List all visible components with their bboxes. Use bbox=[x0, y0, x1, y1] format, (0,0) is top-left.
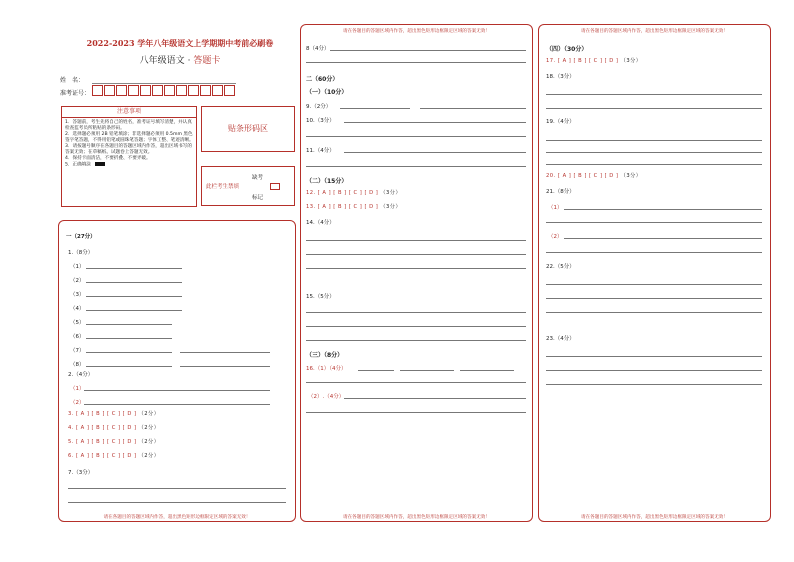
answer-line[interactable] bbox=[546, 252, 762, 253]
q1-sub-label: （8） bbox=[70, 362, 85, 368]
question-19: 19.（4分） bbox=[546, 119, 575, 125]
id-digit-box[interactable] bbox=[128, 85, 139, 96]
notes-box bbox=[61, 106, 197, 207]
answer-panel-2 bbox=[300, 24, 533, 522]
answer-line[interactable] bbox=[546, 284, 762, 285]
id-digit-box[interactable] bbox=[140, 85, 151, 96]
answer-line[interactable] bbox=[86, 282, 182, 283]
answer-line[interactable] bbox=[546, 164, 762, 165]
mc-question[interactable] bbox=[68, 424, 159, 431]
mc-points: （2分） bbox=[138, 439, 160, 445]
note-item bbox=[65, 162, 194, 169]
question-23: 23.（4分） bbox=[546, 336, 575, 342]
mc-question[interactable] bbox=[306, 189, 401, 196]
warning-text: 请在各题目的答题区域内作答，超出黑色矩形边框限定区域的答案无效！ bbox=[342, 515, 490, 520]
id-digit-box[interactable] bbox=[176, 85, 187, 96]
note-item: 2．选择题必须用 2B 铅笔填涂；非选择题必须用 0.5mm 黑色签字笔答题，不得用铅笔或圆珠笔答题；字体工整、笔迹清晰。 bbox=[65, 132, 194, 143]
absent-checkbox[interactable] bbox=[270, 183, 280, 190]
mc-number: 6. bbox=[68, 453, 74, 459]
id-label: 准考证号： bbox=[60, 90, 91, 97]
barcode-area: 贴条形码区 bbox=[201, 106, 295, 152]
warning-text: 请在各题目的答题区域内作答，超出黑色矩形边框限定区域的答案无效！ bbox=[103, 515, 251, 520]
subsection-1-heading: （一）（10分） bbox=[306, 89, 348, 96]
mc-number: 4. bbox=[68, 425, 74, 431]
note-item: 3．请按题号顺序在各题目的答题区域内作答，超出区域书写的答案无效；在草稿纸、试题卷上答题无效。 bbox=[65, 144, 192, 155]
mc-question[interactable] bbox=[68, 438, 159, 445]
id-digit-box[interactable] bbox=[152, 85, 163, 96]
question-14: 14.（4分） bbox=[306, 220, 335, 226]
mc-options[interactable]: [ A ] [ B ] [ C ] [ D ] bbox=[75, 411, 137, 417]
q1-sub-label: （1） bbox=[70, 264, 85, 270]
answer-line[interactable] bbox=[306, 240, 526, 241]
id-digit-box[interactable] bbox=[116, 85, 127, 96]
subsection-3-heading: （三）（8分） bbox=[306, 352, 344, 359]
name-field[interactable] bbox=[92, 75, 236, 84]
mc-number: 5. bbox=[68, 439, 74, 445]
question-8: 8（4分） bbox=[306, 46, 330, 52]
q1-sub-label: （4） bbox=[70, 306, 85, 312]
section-1-heading: 一（27分） bbox=[66, 234, 96, 240]
answer-line[interactable] bbox=[564, 209, 762, 210]
answer-line[interactable] bbox=[330, 50, 526, 51]
mc-points: （3分） bbox=[380, 190, 402, 196]
answer-line[interactable] bbox=[86, 310, 182, 311]
answer-panel-3 bbox=[538, 24, 771, 522]
answer-line[interactable] bbox=[546, 384, 762, 385]
answer-line[interactable] bbox=[344, 152, 526, 153]
mc-question[interactable] bbox=[306, 203, 401, 210]
mc-number: 12. bbox=[306, 190, 316, 196]
answer-line[interactable] bbox=[180, 366, 270, 367]
answer-line[interactable] bbox=[546, 140, 762, 141]
answer-line[interactable] bbox=[564, 238, 762, 239]
mc-options[interactable]: [ A ] [ B ] [ C ] [ D ] bbox=[75, 453, 137, 459]
note-item: 1．答题前，考生先将自己的姓名，准考证号填写清楚，并认真检查监考员所粘贴的条形码。 bbox=[65, 120, 192, 131]
q2-sub-2: （2） bbox=[70, 400, 85, 406]
answer-line[interactable] bbox=[86, 366, 172, 367]
q21-sub-1: （1） bbox=[548, 205, 563, 211]
answer-line[interactable] bbox=[306, 412, 526, 413]
mc-question-20[interactable] bbox=[546, 172, 642, 179]
answer-line[interactable] bbox=[86, 268, 182, 269]
question-9: 9.（2分） bbox=[306, 104, 332, 110]
answer-line[interactable] bbox=[306, 62, 526, 63]
answer-line[interactable] bbox=[400, 370, 454, 371]
id-digit-box[interactable] bbox=[200, 85, 211, 96]
card-subtitle bbox=[62, 53, 298, 66]
name-label: 姓 名： bbox=[60, 77, 85, 84]
answer-line[interactable] bbox=[68, 488, 286, 489]
answer-line[interactable] bbox=[84, 404, 180, 405]
question-1: 1.（8分） bbox=[68, 250, 94, 256]
mc-options[interactable]: [ A ] [ B ] [ C ] [ D ] bbox=[75, 425, 137, 431]
q1-sub-label: （3） bbox=[70, 292, 85, 298]
answer-line[interactable] bbox=[546, 356, 762, 357]
answer-line[interactable] bbox=[358, 370, 394, 371]
answer-line[interactable] bbox=[460, 370, 514, 371]
answer-line[interactable] bbox=[340, 108, 410, 109]
question-18: 18.（3分） bbox=[546, 74, 575, 80]
answer-line[interactable] bbox=[306, 136, 526, 137]
section-2-heading: 二（60分） bbox=[306, 76, 339, 83]
answer-line[interactable] bbox=[306, 326, 526, 327]
warning-text: 请在各题目的答题区域内作答，超出黑色矩形边框限定区域的答案无效！ bbox=[580, 515, 728, 520]
q1-sub-label: （7） bbox=[70, 348, 85, 354]
subsection-4-heading: （四）（30分） bbox=[546, 46, 588, 53]
answer-line[interactable] bbox=[86, 296, 182, 297]
question-2: 2.（4分） bbox=[68, 372, 94, 378]
subtitle-sep: · bbox=[187, 56, 191, 66]
mc-options[interactable]: [ A ] [ B ] [ C ] [ D ] bbox=[317, 190, 379, 196]
mc-points: （3分） bbox=[620, 173, 642, 179]
id-digit-box[interactable] bbox=[164, 85, 175, 96]
mc-points: （3分） bbox=[380, 204, 402, 210]
subtitle-accent: 答题卡 bbox=[193, 56, 221, 66]
answer-line[interactable] bbox=[546, 108, 762, 109]
answer-line[interactable] bbox=[180, 352, 270, 353]
subsection-2-heading: （二）（15分） bbox=[306, 178, 348, 185]
absent-label: 此栏考生禁填 bbox=[206, 184, 240, 190]
answer-line[interactable] bbox=[180, 390, 270, 391]
answer-line[interactable] bbox=[306, 166, 526, 167]
question-21: 21.（8分） bbox=[546, 189, 575, 195]
id-digit-box[interactable] bbox=[104, 85, 115, 96]
answer-line[interactable] bbox=[546, 222, 762, 223]
answer-line[interactable] bbox=[306, 382, 526, 383]
mc-number: 3. bbox=[68, 411, 74, 417]
answer-line[interactable] bbox=[68, 502, 286, 503]
answer-line[interactable] bbox=[86, 352, 172, 353]
mc-points: （2分） bbox=[138, 425, 160, 431]
mc-points: （2分） bbox=[138, 411, 160, 417]
mc-options[interactable]: [ A ] [ B ] [ C ] [ D ] bbox=[557, 173, 619, 179]
absent-box bbox=[201, 166, 295, 206]
answer-line[interactable] bbox=[306, 312, 526, 313]
question-11: 11.（4分） bbox=[306, 148, 335, 154]
question-15: 15.（5分） bbox=[306, 294, 335, 300]
mc-options[interactable]: [ A ] [ B ] [ C ] [ D ] bbox=[557, 58, 619, 64]
id-digit-box[interactable] bbox=[224, 85, 235, 96]
mc-points: （2分） bbox=[138, 453, 160, 459]
q2-sub-1: （1） bbox=[70, 386, 85, 392]
notes-heading: 注意事项 bbox=[62, 107, 196, 118]
mc-options[interactable]: [ A ] [ B ] [ C ] [ D ] bbox=[75, 439, 137, 445]
id-digit-box[interactable] bbox=[212, 85, 223, 96]
mc-question-17[interactable] bbox=[546, 57, 642, 64]
id-digit-box[interactable] bbox=[92, 85, 103, 96]
mc-question[interactable] bbox=[68, 410, 159, 417]
q1-sub-label: （6） bbox=[70, 334, 85, 340]
absent-mark-line1: 缺考 bbox=[252, 175, 264, 181]
absent-mark-line2: 标记 bbox=[252, 195, 264, 201]
mc-points: （3分） bbox=[620, 58, 642, 64]
warning-text: 请在各题目的答题区域内作答，超出黑色矩形边框限定区域的答案无效！ bbox=[580, 29, 728, 34]
mc-number: 17. bbox=[546, 58, 556, 64]
mc-number: 20. bbox=[546, 173, 556, 179]
exam-title: 2022-2023 学年八年级语文上学期期中考前必刷卷 bbox=[86, 38, 274, 48]
answer-line[interactable] bbox=[306, 340, 526, 341]
mc-number: 13. bbox=[306, 204, 316, 210]
question-16-1: 16.（1）（4分） bbox=[306, 366, 347, 372]
answer-line[interactable] bbox=[420, 108, 526, 109]
answer-line[interactable] bbox=[344, 398, 526, 399]
answer-line[interactable] bbox=[344, 122, 526, 123]
answer-line[interactable] bbox=[180, 404, 270, 405]
question-22: 22.（5分） bbox=[546, 264, 575, 270]
answer-line[interactable] bbox=[306, 268, 526, 269]
answer-line[interactable] bbox=[86, 324, 172, 325]
q1-sub-label: （2） bbox=[70, 278, 85, 284]
answer-line[interactable] bbox=[546, 298, 762, 299]
answer-line[interactable] bbox=[546, 312, 762, 313]
fill-example-mark bbox=[95, 162, 105, 166]
fill-example-label: 5．正确填涂 bbox=[65, 162, 91, 168]
id-digit-box[interactable] bbox=[188, 85, 199, 96]
answer-line[interactable] bbox=[84, 390, 180, 391]
mc-question[interactable] bbox=[68, 452, 159, 459]
q21-sub-2: （2） bbox=[548, 234, 563, 240]
q1-sub-label: （5） bbox=[70, 320, 85, 326]
answer-line[interactable] bbox=[306, 254, 526, 255]
question-7: 7.（3分） bbox=[68, 470, 94, 476]
answer-line[interactable] bbox=[546, 152, 762, 153]
question-16-2: （2）.（4分） bbox=[308, 394, 345, 400]
question-10: 10.（3分） bbox=[306, 118, 335, 124]
warning-text: 请在各题目的答题区域内作答，超出黑色矩形边框限定区域的答案无效！ bbox=[342, 29, 490, 34]
answer-line[interactable] bbox=[86, 338, 172, 339]
answer-line[interactable] bbox=[546, 370, 762, 371]
answer-panel-1 bbox=[58, 220, 296, 522]
answer-line[interactable] bbox=[546, 94, 762, 95]
mc-options[interactable]: [ A ] [ B ] [ C ] [ D ] bbox=[317, 204, 379, 210]
subtitle-main: 八年级语文 bbox=[139, 56, 185, 66]
note-item: 4．保持卡面清洁，不要折叠、不要弄破。 bbox=[65, 156, 151, 161]
